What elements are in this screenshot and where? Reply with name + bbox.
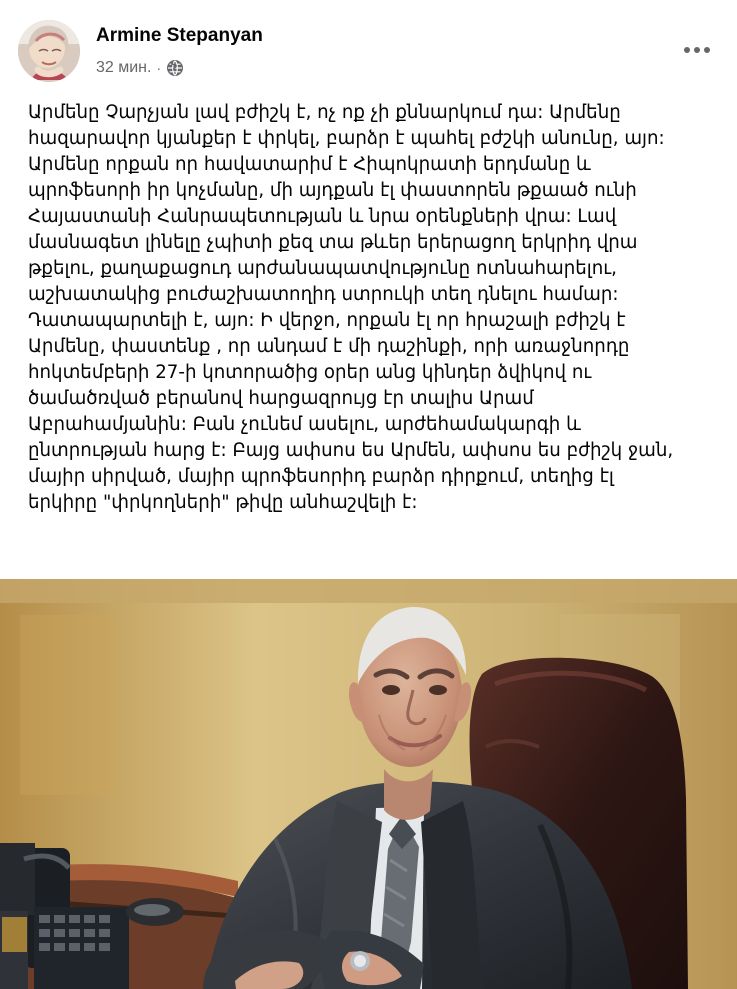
meta-separator: · (156, 60, 162, 76)
post-body (28, 100, 718, 516)
author-name[interactable]: Armine Stepanyan (96, 25, 263, 46)
post-text-line: մայիր սիրված, մայիր պրոֆեսորիդ բարձր դիրքում, տեղից էլ (28, 466, 614, 487)
office-portrait-image (0, 579, 737, 989)
post-text-line: ընտրության հարց է: Բայց ափսոս ես Արմեն, ափսոս ես բժիշկ ջան, (28, 440, 674, 461)
post-text-line: Արմենը, փաստենք , որ անդամ է մի դաշինքի, որի առաջնորդը (28, 336, 630, 357)
more-horizontal-icon (683, 39, 711, 47)
author-avatar[interactable] (18, 20, 80, 82)
post-text-line: մասնագետ լինելը չպիտի քեզ տա թևեր երերացող երկրիդ վրա (28, 232, 638, 253)
post-text-line: հազարավոր կյանքեր է փրկել, բարձր է պահել բժշկի անունը, այո: (28, 128, 665, 149)
post-header (0, 0, 737, 98)
post-text-line: հոկտեմբերի 27-ի կոտորածից օրեր անց կինդեր ձվիկով ու (28, 362, 592, 383)
post-text-line: աշխատակից բուժաշխատողիդ ստրուկի տեղ դնելու համար: (28, 284, 619, 305)
post-text-line: երկիրը "փրկողների" թիվը անհաշվելի է: (28, 492, 418, 513)
post-time[interactable]: 32 мин. (96, 59, 152, 76)
post-text-line: Արմենը Չարչյան լավ բժիշկ է, ոչ ոք չի քննարկում դա: Արմենը (28, 102, 621, 123)
post-text-line: Դատապարտելի է, այո: Ի վերջո, որքան էլ որ հրաշալի բժիշկ է (28, 310, 626, 331)
post-text-line: Աբրահամյանին: Բան չունեմ ասելու, արժեհամակարգի և (28, 414, 581, 435)
post-text-line: ծամածռված բերանով հարցազրույց էր տալիս Արամ (28, 388, 534, 409)
post-text-line: պրոֆեսորի իր կոչմանը, մի այդքան էլ փաստորեն թքաած ունի (28, 180, 637, 201)
post-text-line: Արմենը որքան որ հավատարիմ է Հիպոկրատի երդմանը և (28, 154, 591, 175)
post-photo[interactable] (0, 579, 737, 989)
avatar-image (18, 20, 80, 82)
globe-icon (166, 59, 184, 77)
post-meta (96, 57, 184, 79)
post-text-line: թքելու, քաղաքացուդ արժանապատվությունը ոտնահարելու, (28, 258, 617, 279)
post-text-line: Հայաստանի Հանրապետության և նրա օրենքների վրա: Լավ (28, 206, 617, 227)
post-options-button[interactable] (679, 31, 715, 55)
